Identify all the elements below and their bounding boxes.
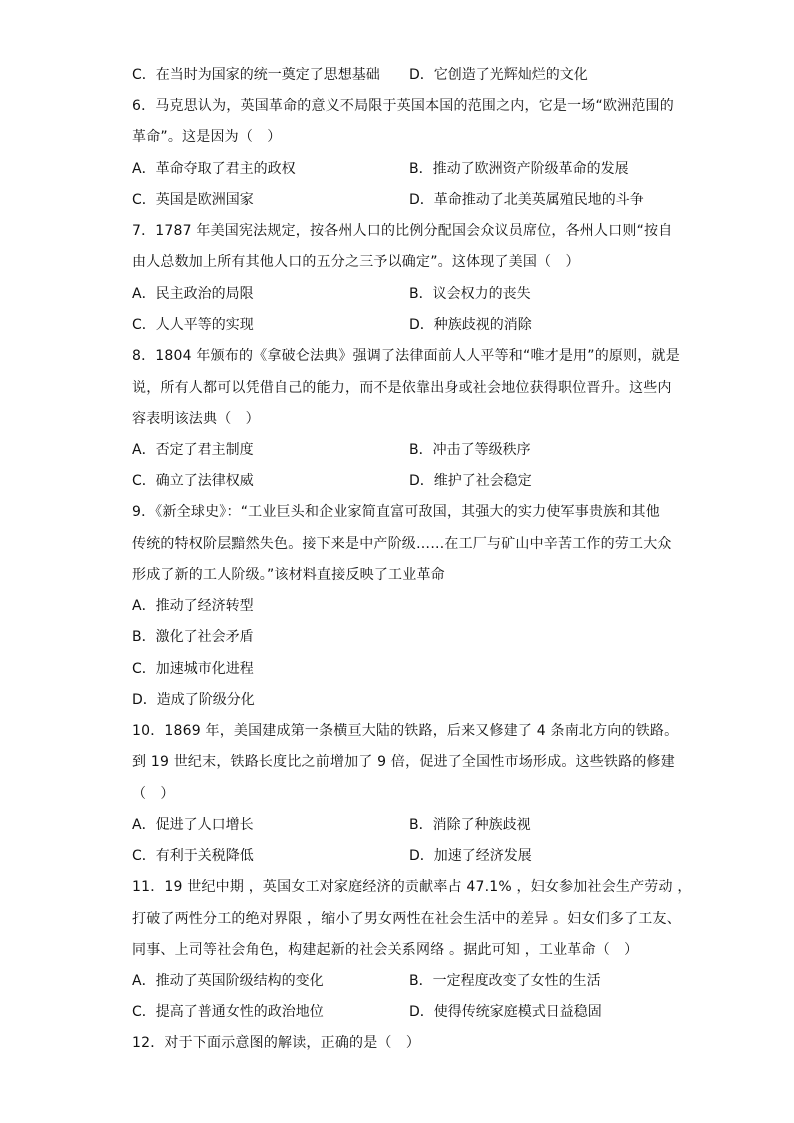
q10-option-b: B．消除了种族歧视 [409,817,531,833]
q11-option-d: D．使得传统家庭模式日益稳固 [409,1004,602,1020]
q9-stem-line-2: 传统的特权阶层黯然失色。接下来是中产阶级……在工厂与矿山中辛苦工作的劳工大众 [132,536,672,552]
q11-stem-line-3: 同事、上司等社会角色，构建起新的社会关系网络 。据此可知 ，工业革命（ ） [132,942,639,958]
q5-option-c: C．在当时为国家的统一奠定了思想基础 [132,67,380,83]
q8-stem-line-1: 8．1804 年颁布的《拿破仑法典》强调了法律面前人人平等和“唯才是用”的原则，就是 [132,348,680,364]
q7-stem-line-1: 7．1787 年美国宪法规定，按各州人口的比例分配国会众议员席位，各州人口则“按自 [132,223,673,239]
q11-stem-line-2: 打破了两性分工的绝对界限 ，缩小了男女两性在社会生活中的差异 。妇女们多了工友、 [132,911,681,927]
q12-stem-line-1: 12．对于下面示意图的解读，正确的是（ ） [132,1035,421,1051]
q6-option-d: D．革命推动了北美英属殖民地的斗争 [409,192,644,208]
q9-option-d: D．造成了阶级分化 [132,692,255,708]
q8-option-d: D．维护了社会稳定 [409,473,532,489]
q8-option-c: C．确立了法律权威 [132,473,254,489]
q5-options-cd [132,65,692,85]
q11-options-cd [132,1002,692,1022]
q10-stem-line-3: （ ） [132,786,175,802]
q11-options-ab [132,971,692,991]
q8-option-a: A．否定了君主制度 [132,442,254,458]
q7-options-cd [132,315,692,335]
q6-options-ab [132,159,692,179]
q7-option-c: C．人人平等的实现 [132,317,254,333]
q6-options-cd [132,190,692,210]
q7-options-ab [132,284,692,304]
q8-options-cd [132,471,692,491]
q6-stem-line-2: 革命”。这是因为（ ） [132,129,282,145]
q11-option-a: A．推动了英国阶级结构的变化 [132,973,324,989]
q11-option-c: C．提高了普通女性的政治地位 [132,1004,324,1020]
q10-option-c: C．有利于关税降低 [132,848,254,864]
q8-stem-line-2: 说，所有人都可以凭借自己的能力，而不是依靠出身或社会地位获得职位晋升。这些内 [132,380,672,396]
q10-options-ab [132,815,692,835]
q6-stem-line-1: 6．马克思认为，英国革命的意义不局限于英国本国的范围之内，它是一场“欧洲范围的 [132,98,674,114]
q7-option-b: B．议会权力的丧失 [409,286,531,302]
q9-option-c: C．加速城市化进程 [132,661,254,677]
q6-option-c: C．英国是欧洲国家 [132,192,254,208]
q9-stem-line-1: 9．《新全球史》：“工业巨头和企业家简直富可敌国，其强大的实力使军事贵族和其他 [132,504,660,520]
q10-stem-line-1: 10．1869 年，美国建成第一条横亘大陆的铁路，后来又修建了 4 条南北方向的铁路。 [132,723,679,739]
q10-options-cd [132,846,692,866]
q10-option-d: D．加速了经济发展 [409,848,532,864]
q11-stem-line-1: 11．19 世纪中期 ，英国女工对家庭经济的贡献率占 47.1% ，妇女参加社会生产劳动 ， [132,879,692,895]
q9-option-b: B．激化了社会矛盾 [132,629,254,645]
q9-option-a: A．推动了经济转型 [132,598,254,614]
q6-option-a: A．革命夺取了君主的政权 [132,161,296,177]
q8-option-b: B．冲击了等级秩序 [409,442,531,458]
q7-stem-line-2: 由人总数加上所有其他人口的五分之三予以确定”。这体现了美国（ ） [132,254,580,270]
q7-option-a: A．民主政治的局限 [132,286,254,302]
q9-stem-line-3: 形成了新的工人阶级。”该材料直接反映了工业革命 [132,567,445,583]
q10-option-a: A．促进了人口增长 [132,817,254,833]
q8-options-ab [132,440,692,460]
q7-option-d: D．种族歧视的消除 [409,317,532,333]
q5-option-d: D．它创造了光辉灿烂的文化 [409,67,588,83]
q6-option-b: B．推动了欧洲资产阶级革命的发展 [409,161,629,177]
q8-stem-line-3: 容表明该法典（ ） [132,411,260,427]
q10-stem-line-2: 到 19 世纪末，铁路长度比之前增加了 9 倍，促进了全国性市场形成。这些铁路的修建 [132,754,675,770]
q11-option-b: B．一定程度改变了女性的生活 [409,973,601,989]
